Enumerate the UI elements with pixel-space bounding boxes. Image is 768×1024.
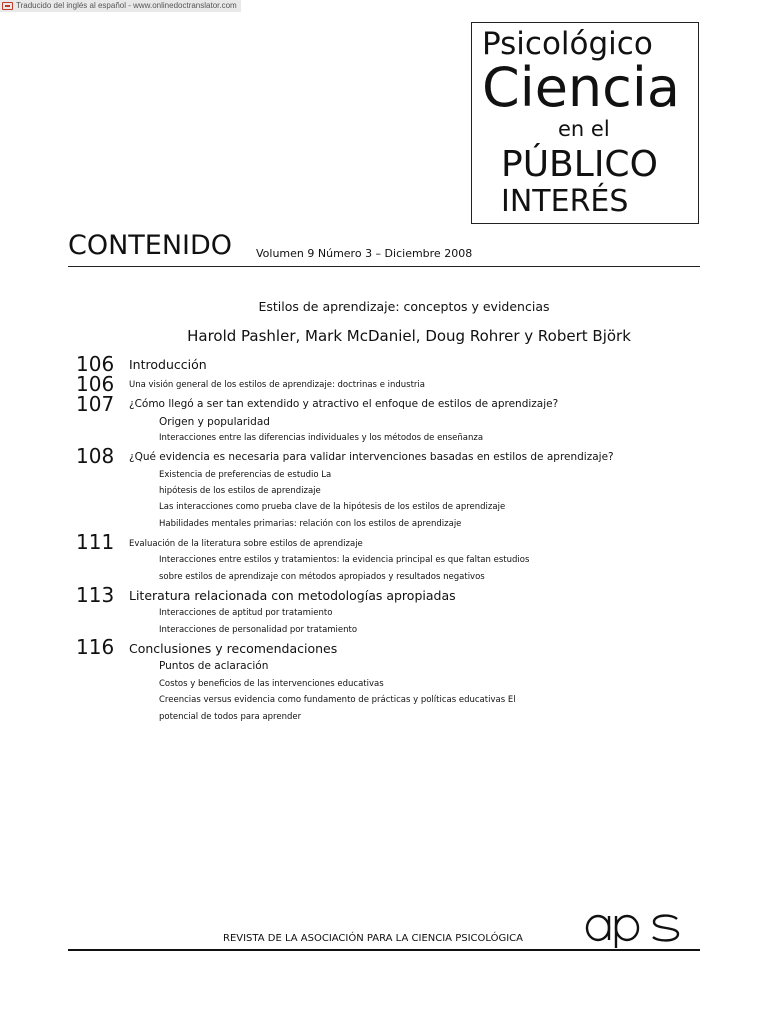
page-number: 106 <box>76 372 115 396</box>
toc-entry[interactable]: ¿Cómo llegó a ser tan extendido y atractivo el enfoque de estilos de aprendizaje? <box>129 398 559 410</box>
page-number: 116 <box>76 635 115 659</box>
issue-info: Volumen 9 Número 3 – Diciembre 2008 <box>256 247 473 260</box>
toc-entry[interactable]: Evaluación de la literatura sobre estilos de aprendizaje <box>129 539 363 549</box>
header-divider <box>68 266 700 267</box>
toc-subentry[interactable]: Habilidades mentales primarias: relación con los estilos de aprendizaje <box>159 519 462 529</box>
page-number: 106 <box>76 352 115 376</box>
toc-entry[interactable]: ¿Qué evidencia es necesaria para validar intervenciones basadas en estilos de aprendizaje? <box>129 451 614 463</box>
toc-subentry[interactable]: sobre estilos de aprendizaje con métodos apropiados y resultados negativos <box>159 572 485 582</box>
aps-logo <box>584 898 682 948</box>
toc-subentry[interactable]: Existencia de preferencias de estudio La <box>159 470 332 480</box>
footer-journal-name: REVISTA DE LA ASOCIACIÓN PARA LA CIENCIA PSICOLÓGICA <box>223 933 523 944</box>
page-number: 113 <box>76 583 115 607</box>
toc-subentry[interactable]: Interacciones entre las diferencias individuales y los métodos de enseñanza <box>159 433 484 443</box>
toc-subentry[interactable]: potencial de todos para aprender <box>159 712 302 722</box>
toc-subentry[interactable]: Interacciones de personalidad por tratamiento <box>159 625 358 635</box>
journal-title-box <box>471 22 699 224</box>
page-number: 107 <box>76 392 115 416</box>
toc-entry[interactable]: Conclusiones y recomendaciones <box>129 641 338 656</box>
toc-entry[interactable]: Introducción <box>129 357 207 372</box>
translator-banner[interactable] <box>0 0 241 12</box>
toc-subentry[interactable]: Puntos de aclaración <box>159 660 269 672</box>
toc-subentry[interactable]: Costos y beneficios de las intervenciones educativas <box>159 679 384 689</box>
toc-subentry[interactable]: Interacciones de aptitud por tratamiento <box>159 608 333 618</box>
toc-subentry[interactable]: Interacciones entre estilos y tratamientos: la evidencia principal es que faltan estudios <box>159 555 530 565</box>
article-title: Estilos de aprendizaje: conceptos y evidencias <box>258 299 550 314</box>
page-number: 108 <box>76 444 115 468</box>
journal-title-line-5: INTERÉS <box>501 184 629 219</box>
toc-entry[interactable]: Una visión general de los estilos de aprendizaje: doctrinas e industria <box>129 380 425 390</box>
toc-subentry[interactable]: hipótesis de los estilos de aprendizaje <box>159 486 321 496</box>
journal-title-line-4: PÚBLICO <box>501 144 658 185</box>
toc-entry[interactable]: Literatura relacionada con metodologías apropiadas <box>129 588 456 603</box>
toc-subentry[interactable]: Creencias versus evidencia como fundamento de prácticas y políticas educativas El <box>159 695 516 705</box>
pdf-icon <box>2 2 13 10</box>
toc-subentry[interactable]: Las interacciones como prueba clave de la hipótesis de los estilos de aprendizaje <box>159 502 506 512</box>
translator-banner-text: Traducido del inglés al español - www.onlinedoctranslator.com <box>16 1 237 10</box>
journal-title-line-2: Ciencia <box>482 56 680 119</box>
contents-heading: CONTENIDO <box>68 230 233 261</box>
footer-divider <box>68 949 700 951</box>
article-authors: Harold Pashler, Mark McDaniel, Doug Rohrer y Robert Björk <box>187 327 631 345</box>
page-number: 111 <box>76 530 115 554</box>
journal-title-line-3: en el <box>558 117 610 141</box>
journal-title-line-1: Psicológico <box>482 26 653 62</box>
toc-subentry[interactable]: Origen y popularidad <box>159 416 270 428</box>
